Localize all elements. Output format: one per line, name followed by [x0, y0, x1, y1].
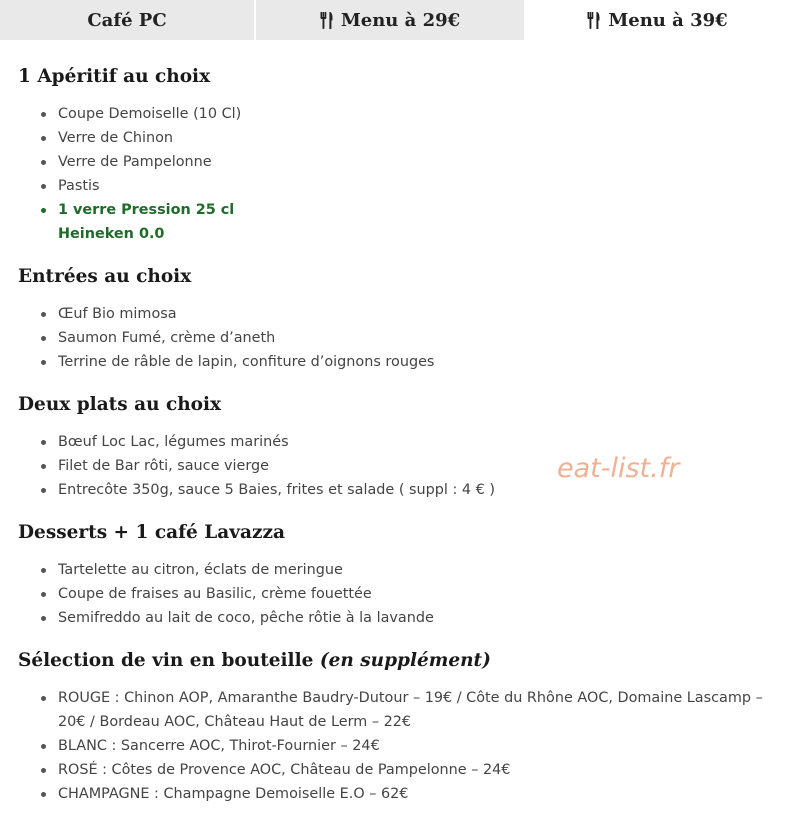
list-item-highlight [18, 198, 778, 246]
aperitif-list [18, 102, 778, 246]
list-item: Bœuf Loc Lac, légumes marinés [18, 430, 778, 454]
section-title-vins [18, 646, 778, 676]
entrees-list [18, 302, 778, 374]
section-title-desserts: Desserts + 1 café Lavazza [18, 522, 285, 543]
section-title-italic: (en supplément) [319, 650, 491, 671]
highlight-line-1: 1 verre Pression 25 cl [58, 202, 235, 218]
highlight-line-2: Heineken 0.0 [58, 226, 165, 242]
section-title-text: Sélection de vin en bouteille [18, 650, 320, 671]
tab-menu-29[interactable] [256, 0, 524, 40]
tab-menu-39[interactable] [524, 0, 791, 40]
section-title-aperitif: 1 Apéritif au choix [18, 66, 211, 87]
list-item: Verre de Chinon [18, 126, 778, 150]
list-item: CHAMPAGNE : Champagne Demoiselle E.O – 62€ [18, 782, 778, 806]
list-item: Coupe de fraises au Basilic, crème fouettée [18, 582, 778, 606]
section-title-plats: Deux plats au choix [18, 394, 222, 415]
tab-cafe-pc[interactable] [0, 0, 256, 40]
watermark-text: eat-list.fr [557, 453, 680, 484]
list-item: Pastis [18, 174, 778, 198]
vins-list [18, 686, 778, 806]
list-item: ROUGE : Chinon AOP, Amaranthe Baudry-Dutour – 19€ / Côte du Rhône AOC, Domaine Lascamp – 20€ / Bordeau AOC, Château Haut de Lerm – 22€ [18, 686, 778, 734]
list-item: BLANC : Sancerre AOC, Thirot-Fournier – 24€ [18, 734, 778, 758]
list-item: ROSÉ : Côtes de Provence AOC, Château de Pampelonne – 24€ [18, 758, 778, 782]
section-title-entrees: Entrées au choix [18, 266, 192, 287]
tab-label: Café PC [87, 9, 167, 31]
desserts-list [18, 558, 778, 630]
fork-knife-icon [587, 12, 601, 29]
tab-label: Menu à 29€ [340, 9, 461, 31]
list-item: Verre de Pampelonne [18, 150, 778, 174]
list-item: Saumon Fumé, crème d’aneth [18, 326, 778, 350]
menu-content [18, 62, 778, 822]
fork-knife-icon [320, 12, 334, 29]
list-item: Filet de Bar rôti, sauce vierge [18, 454, 778, 478]
list-item: Entrecôte 350g, sauce 5 Baies, frites et salade ( suppl : 4 € ) [18, 478, 778, 502]
list-item: Terrine de râble de lapin, confiture d’oignons rouges [18, 350, 778, 374]
list-item: Semifreddo au lait de coco, pêche rôtie à la lavande [18, 606, 778, 630]
list-item: Œuf Bio mimosa [18, 302, 778, 326]
menu-tabs [0, 0, 791, 40]
list-item: Coupe Demoiselle (10 Cl) [18, 102, 778, 126]
list-item: Tartelette au citron, éclats de meringue [18, 558, 778, 582]
tab-label: Menu à 39€ [608, 9, 728, 31]
